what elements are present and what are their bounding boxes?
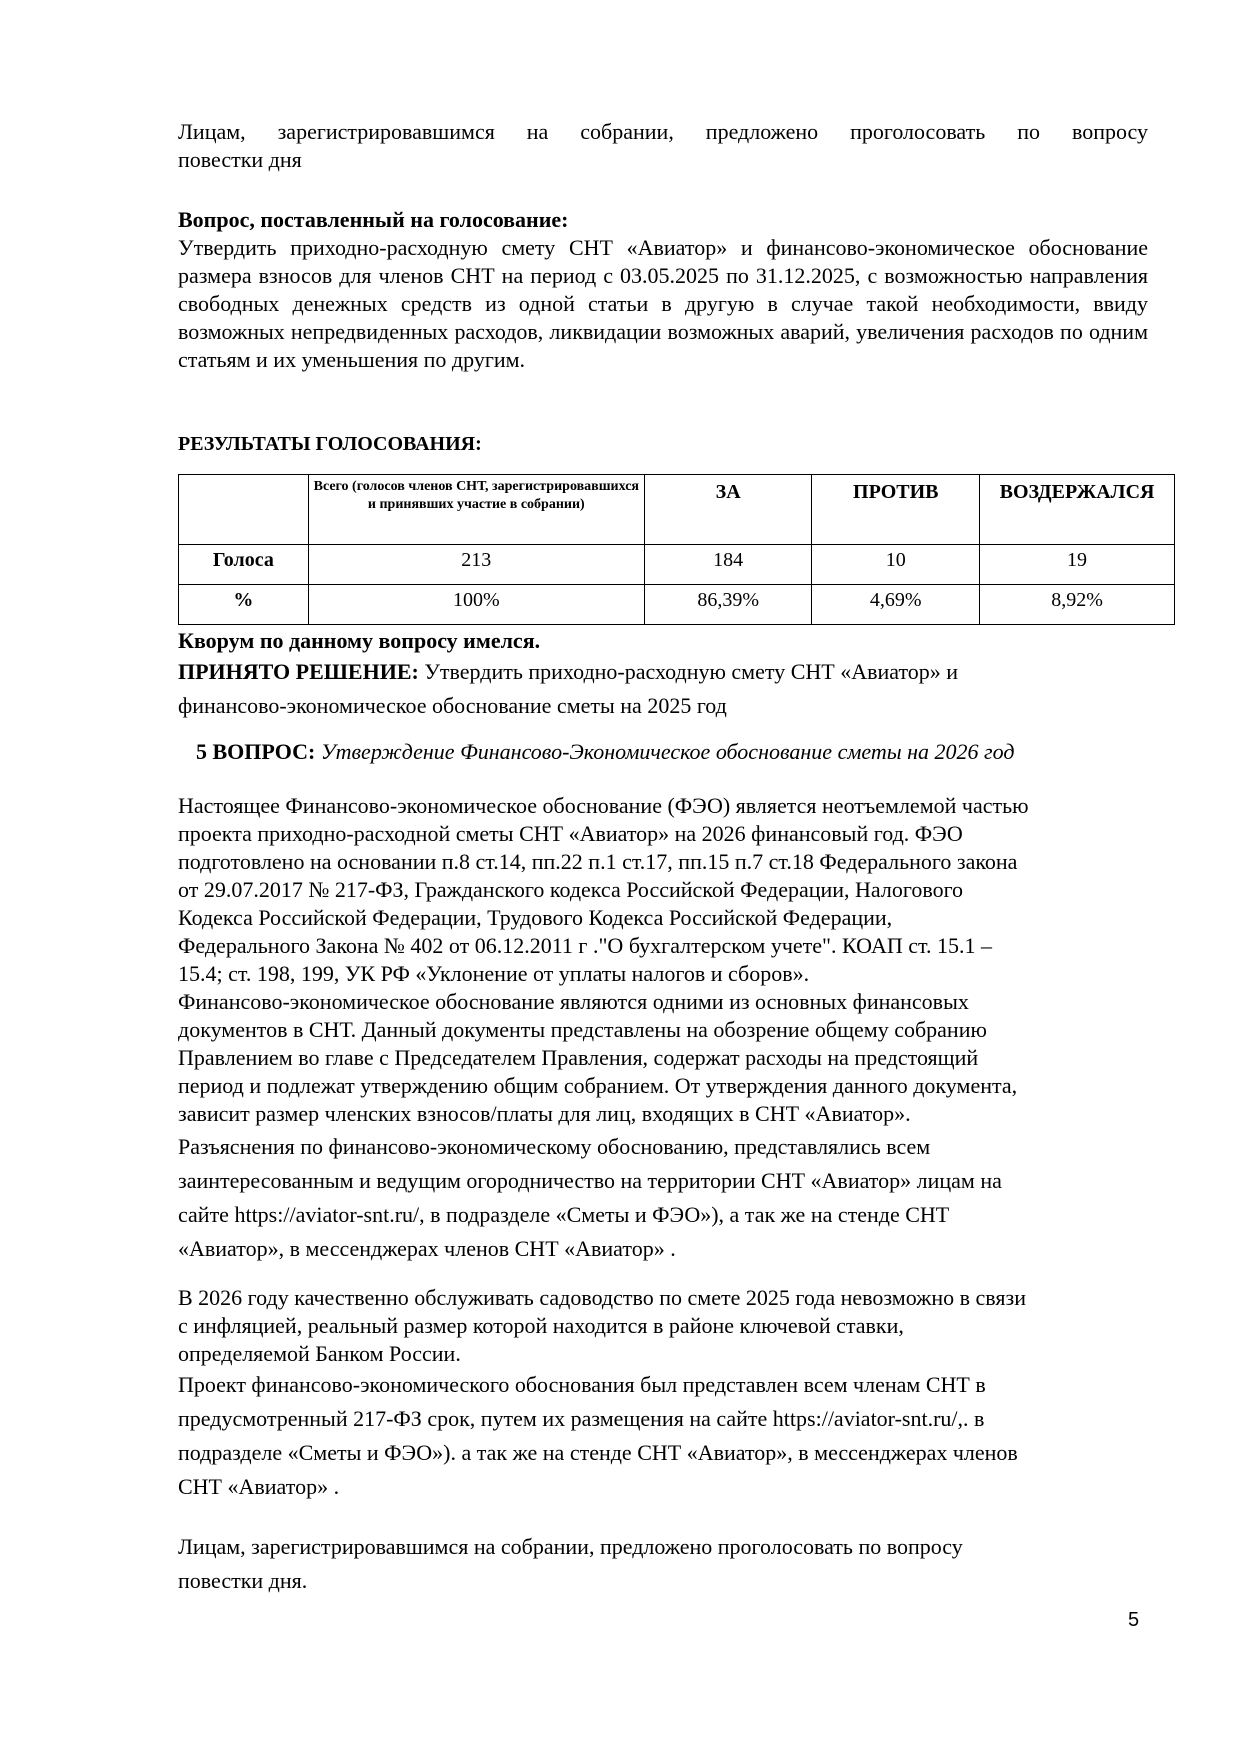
- question5-heading: [196, 738, 1166, 766]
- inflation-line: предусмотренный 217-ФЗ срок, путем их размещения на сайте https://aviator-snt.ru/,. в: [178, 1406, 985, 1431]
- results-section: [178, 430, 1148, 458]
- inflation-paragraph: [178, 1284, 1168, 1504]
- question-section: [178, 206, 1148, 374]
- feo-line: проекта приходно-расходной сметы СНТ «Авиатор» на 2026 финансовый год. ФЭО: [178, 821, 963, 846]
- table-row: [179, 585, 1175, 625]
- question-text: Утвердить приходно-расходную смету СНТ «Авиатор» и финансово-экономическое обоснование размера взносов для членов СНТ на период с 03.05.2025 по 31.12.2025, с возможностью направления свободных денежных средств из одной статьи в другую в случае такой необходимости, ввиду возможных непредвиденных расходов, ликвидации возможных аварий, увеличения расходов по одним статьям и их уменьшения по другим.: [178, 235, 1148, 372]
- table-row-label: %: [179, 585, 309, 625]
- feo-line: подготовлено на основании п.8 ст.14, пп.22 п.1 ст.17, пп.15 п.7 ст.18 Федерального закона: [178, 849, 1018, 874]
- question-heading: Вопрос, поставленный на голосование:: [178, 207, 569, 232]
- table-header-empty: [179, 475, 309, 545]
- inflation-line: Проект финансово-экономического обоснования был представлен всем членам СНТ в: [178, 1372, 986, 1397]
- feo-line: сайте https://aviator-snt.ru/, в подразделе «Сметы и ФЭО»), а так же на стенде СНТ: [178, 1202, 950, 1227]
- table-header-total: Всего (голосов членов СНТ, зарегистрировавшихся и принявших участие в собрании): [308, 475, 644, 545]
- feo-paragraph: [178, 792, 1168, 1128]
- feo-line: документов в СНТ. Данный документы представлены на обозрение общему собранию: [178, 1017, 987, 1042]
- question5-line: [196, 738, 1166, 766]
- feo-line: «Авиатор», в мессенджерах членов СНТ «Авиатор» .: [178, 1236, 676, 1261]
- decision-label: ПРИНЯТО РЕШЕНИЕ:: [178, 659, 419, 684]
- decision-line-1: [178, 655, 1148, 689]
- table-row: [179, 545, 1175, 585]
- feo-line: 15.4; ст. 198, 199, УК РФ «Уклонение от уплаты налогов и сборов».: [178, 961, 810, 986]
- feo-explanation: [178, 1130, 1168, 1266]
- final-line-1: Лицам, зарегистрировавшимся на собрании, предложено проголосовать по вопросу: [178, 1534, 963, 1559]
- intro-line-2: повестки дня: [178, 147, 302, 172]
- table-cell: 19: [980, 545, 1175, 585]
- page-number: 5: [1128, 1609, 1140, 1631]
- results-table: [178, 474, 1175, 625]
- table-header-against: ПРОТИВ: [812, 475, 980, 545]
- table-cell: 10: [812, 545, 980, 585]
- results-heading: РЕЗУЛЬТАТЫ ГОЛОСОВАНИЯ:: [178, 433, 482, 455]
- decision-section: [178, 627, 1148, 723]
- intro-paragraph: [178, 118, 1148, 174]
- feo-line: Финансово-экономическое обоснование являются одними из основных финансовых: [178, 989, 969, 1014]
- table-header-for: ЗА: [644, 475, 812, 545]
- feo-line: от 29.07.2017 № 217-ФЗ, Гражданского кодекса Российской Федерации, Налогового: [178, 877, 964, 902]
- inflation-line: В 2026 году качественно обслуживать садоводство по смете 2025 года невозможно в связи: [178, 1285, 1026, 1310]
- table-cell: 4,69%: [812, 585, 980, 625]
- inflation-line: СНТ «Авиатор» .: [178, 1474, 340, 1499]
- table-row-label: Голоса: [179, 545, 309, 585]
- table-cell: 184: [644, 545, 812, 585]
- feo-line: Федерального Закона № 402 от 06.12.2011 г ."О бухгалтерском учете". КОАП ст. 15.1 –: [178, 933, 992, 958]
- final-paragraph: [178, 1530, 1168, 1598]
- intro-line-1: Лицам, зарегистрировавшимся на собрании, предложено проголосовать по вопросу: [178, 119, 1148, 144]
- inflation-line: с инфляцией, реальный размер которой находится в районе ключевой ставки,: [178, 1313, 904, 1338]
- table-cell: 100%: [308, 585, 644, 625]
- question5-label: 5 ВОПРОС:: [196, 739, 316, 764]
- feo-line: Разъяснения по финансово-экономическому обоснованию, представлялись всем: [178, 1134, 931, 1159]
- inflation-line: определяемой Банком России.: [178, 1341, 461, 1366]
- table-cell: 86,39%: [644, 585, 812, 625]
- table-header-abstained: ВОЗДЕРЖАЛСЯ: [980, 475, 1175, 545]
- feo-line: Настоящее Финансово-экономическое обоснование (ФЭО) является неотъемлемой частью: [178, 793, 1029, 818]
- decision-line-2: финансово-экономическое обоснование сметы на 2025 год: [178, 693, 727, 718]
- final-line-2: повестки дня.: [178, 1568, 308, 1593]
- feo-line: зависит размер членских взносов/платы для лиц, входящих в СНТ «Авиатор».: [178, 1101, 911, 1126]
- inflation-line: подразделе «Сметы и ФЭО»). а так же на стенде СНТ «Авиатор», в мессенджерах членов: [178, 1440, 1018, 1465]
- question5-title: Утверждение Финансово-Экономическое обоснование сметы на 2026 год: [315, 739, 1015, 764]
- table-header-row: [179, 475, 1175, 545]
- decision-text-1: Утвердить приходно-расходную смету СНТ «Авиатор» и: [418, 659, 959, 684]
- table-cell: 8,92%: [980, 585, 1175, 625]
- table-cell: 213: [308, 545, 644, 585]
- feo-line: заинтересованным и ведущим огородничество на территории СНТ «Авиатор» лицам на: [178, 1168, 1002, 1193]
- feo-line: период и подлежат утверждению общим собранием. От утверждения данного документа,: [178, 1073, 1018, 1098]
- feo-line: Кодекса Российской Федерации, Трудового Кодекса Российской Федерации,: [178, 905, 893, 930]
- quorum-text: Кворум по данному вопросу имелся.: [178, 628, 541, 653]
- feo-line: Правлением во главе с Председателем Правления, содержат расходы на предстоящий: [178, 1045, 979, 1070]
